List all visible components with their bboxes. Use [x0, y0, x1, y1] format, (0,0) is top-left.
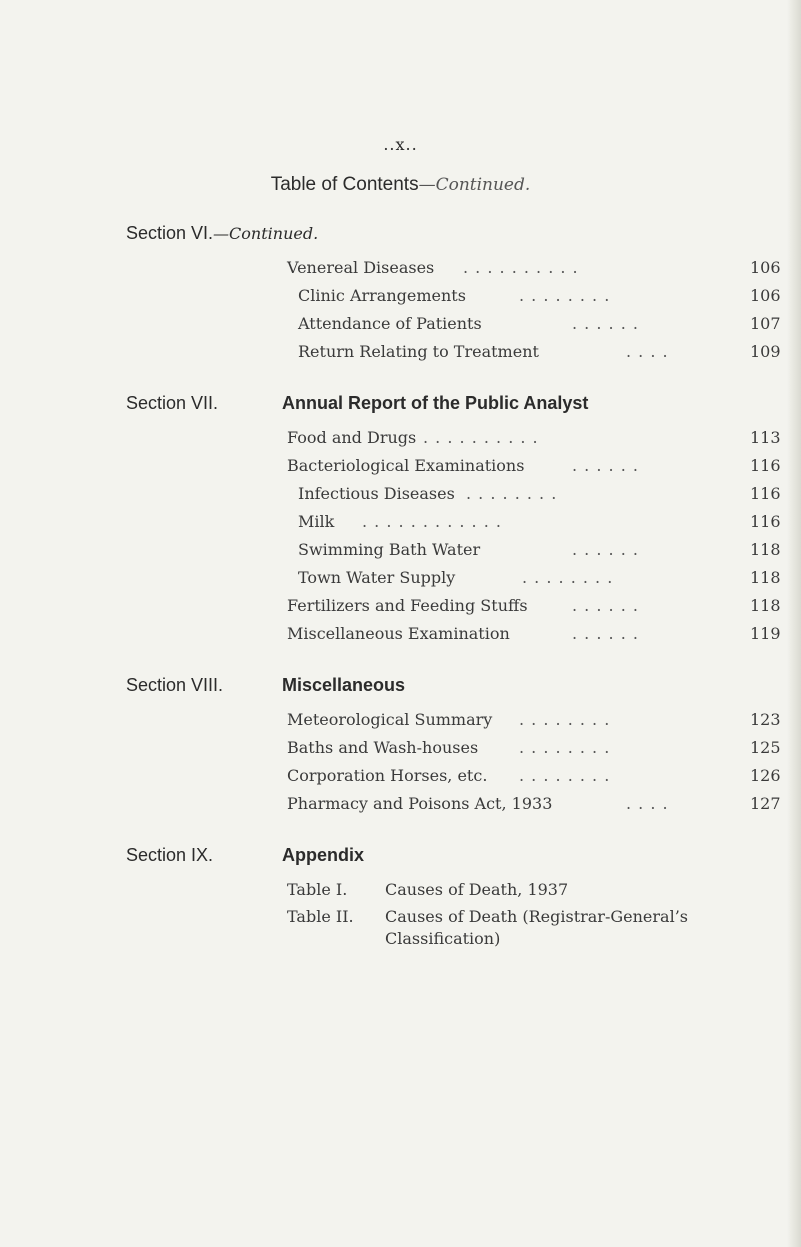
- entry-page: 106: [750, 258, 781, 277]
- entry-leader: . . . . . . . .: [466, 484, 558, 503]
- toc-entry-bacteriological-examinations: [0, 456, 801, 482]
- appendix-table-number: Table I.: [287, 880, 348, 899]
- entry-page: 106: [750, 286, 781, 305]
- toc-entry-venereal-diseases: [0, 258, 801, 284]
- section-viii-title: Miscellaneous: [282, 675, 406, 695]
- entry-label: Attendance of Patients: [298, 314, 482, 333]
- page-number: ..x..: [383, 135, 418, 154]
- entry-page: 118: [750, 540, 781, 559]
- entry-label: Miscellaneous Examination: [287, 624, 510, 643]
- entry-label: Clinic Arrangements: [298, 286, 466, 305]
- section-ix-title: Appendix: [282, 845, 365, 865]
- section-vii-heading: Section VII.: [126, 393, 219, 413]
- section-vi-heading: [126, 223, 318, 244]
- toc-entry-meteorological-summary: [0, 710, 801, 736]
- entry-leader: . . . . . . . . . .: [463, 258, 579, 277]
- toc-entry-pharmacy-and-poisons-act: [0, 794, 801, 820]
- toc-entry-return-relating-to-treatment: [0, 342, 801, 368]
- entry-page: 126: [750, 766, 781, 785]
- entry-page: 113: [750, 428, 781, 447]
- toc-entry-swimming-bath-water: [0, 540, 801, 566]
- entry-label: Venereal Diseases: [287, 258, 435, 277]
- toc-entry-fertilizers-and-feeding-stuffs: [0, 596, 801, 622]
- entry-label: Swimming Bath Water: [298, 540, 481, 559]
- toc-entry-infectious-diseases: [0, 484, 801, 510]
- entry-leader: . . . . . . . .: [519, 710, 611, 729]
- entry-leader: . . . . . . . .: [519, 766, 611, 785]
- toc-entry-town-water-supply: [0, 568, 801, 594]
- entry-page: 118: [750, 596, 781, 615]
- entry-label: Fertilizers and Feeding Stuffs: [287, 596, 528, 615]
- entry-page: 125: [750, 738, 781, 757]
- section-viii-heading: Section VIII.: [126, 675, 224, 695]
- entry-page: 118: [750, 568, 781, 587]
- entry-label: Infectious Diseases: [298, 484, 455, 503]
- entry-page: 119: [750, 624, 781, 643]
- entry-label: Meteorological Summary: [287, 710, 493, 729]
- entry-leader: . . . . . .: [572, 596, 639, 615]
- entry-page: 123: [750, 710, 781, 729]
- entry-label: Town Water Supply: [298, 568, 456, 587]
- title-suffix: —Continued.: [418, 175, 531, 195]
- entry-label: Bacteriological Examinations: [287, 456, 525, 475]
- toc-entry-food-and-drugs: [0, 428, 801, 454]
- appendix-table-title-continued: Classification): [385, 929, 501, 948]
- toc-entry-baths-and-wash-houses: [0, 738, 801, 764]
- toc-entry-attendance-of-patients: [0, 314, 801, 340]
- entry-leader: . . . . . . . .: [519, 286, 611, 305]
- entry-leader: . . . .: [626, 342, 669, 361]
- entry-leader: . . . . . . . .: [519, 738, 611, 757]
- toc-entry-milk: [0, 512, 801, 538]
- entry-leader: . . . . . . . .: [522, 568, 614, 587]
- entry-label: Pharmacy and Poisons Act, 1933: [287, 794, 553, 813]
- entry-leader: . . . . . . . . . . . .: [362, 512, 502, 531]
- section-continued: —Continued.: [213, 224, 319, 243]
- entry-page: 116: [750, 484, 781, 503]
- appendix-table-title: Causes of Death (Registrar-General’s: [385, 907, 688, 926]
- toc-entry-clinic-arrangements: [0, 286, 801, 312]
- entry-page: 107: [750, 314, 781, 333]
- section-label: Section VI.: [126, 223, 214, 243]
- page-title: [0, 174, 801, 196]
- entry-leader: . . . . . .: [572, 456, 639, 475]
- entry-page: 109: [750, 342, 781, 361]
- entry-leader: . . . .: [626, 794, 669, 813]
- section-vii-title: Annual Report of the Public Analyst: [282, 393, 589, 413]
- entry-leader: . . . . . .: [572, 540, 639, 559]
- entry-page: 116: [750, 512, 781, 531]
- appendix-table-title: Causes of Death, 1937: [385, 880, 569, 899]
- appendix-table-number: Table II.: [287, 907, 354, 926]
- section-ix-heading: Section IX.: [126, 845, 214, 865]
- entry-page: 127: [750, 794, 781, 813]
- entry-leader: . . . . . . . . . .: [423, 428, 539, 447]
- entry-label: Corporation Horses, etc.: [287, 766, 488, 785]
- entry-label: Food and Drugs: [287, 428, 417, 447]
- entry-label: Baths and Wash-houses: [287, 738, 479, 757]
- toc-entry-miscellaneous-examination: [0, 624, 801, 650]
- entry-leader: . . . . . .: [572, 624, 639, 643]
- title-text: Table of Contents: [270, 174, 419, 195]
- entry-label: Return Relating to Treatment: [298, 342, 539, 361]
- entry-leader: . . . . . .: [572, 314, 639, 333]
- toc-entry-corporation-horses: [0, 766, 801, 792]
- entry-page: 116: [750, 456, 781, 475]
- entry-label: Milk: [298, 512, 335, 531]
